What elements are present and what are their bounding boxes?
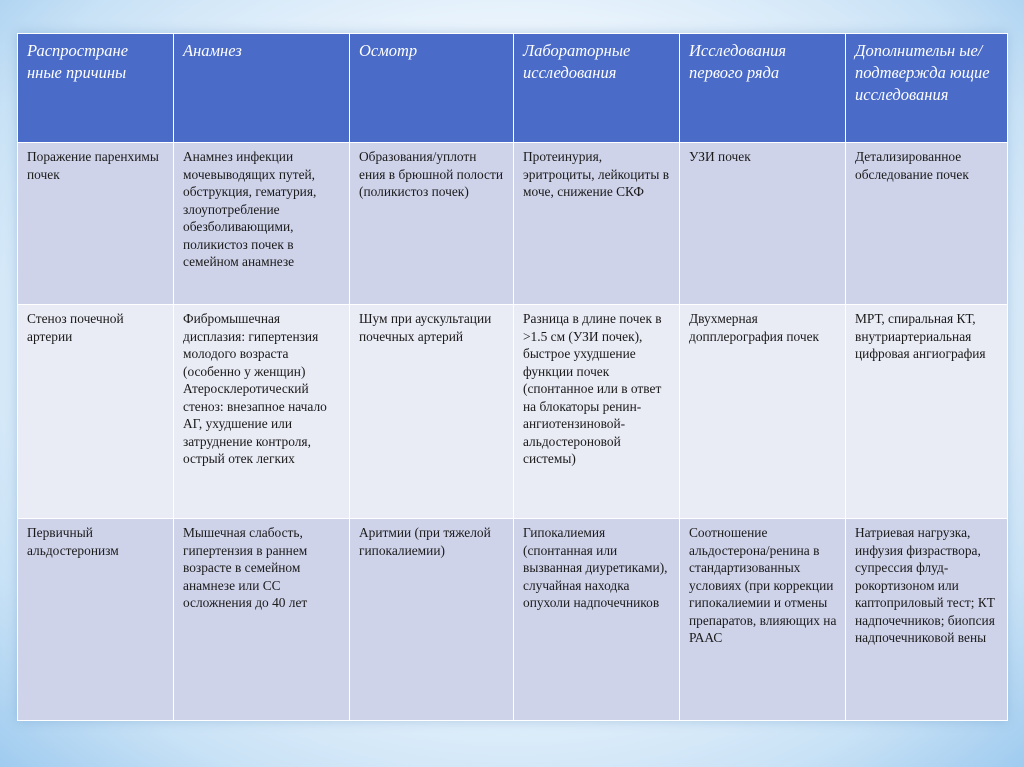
table-cell: Разница в длине почек в >1.5 см (УЗИ почек), быстрое ухудшение функции почек (спонтанное или в ответ на блокаторы ренин-ангиотензиновой-альдостероновой системы)	[514, 305, 680, 519]
table-cell: Натриевая нагрузка, инфузия физраствора, супрессия флуд-рокортизоном или каптоприловый тест; КТ надпочечников; биопсия надпочечниковой вены	[846, 519, 1008, 721]
header-causes: Распростране нные причины	[18, 34, 174, 143]
table-cell: Детализированное обследование почек	[846, 143, 1008, 305]
secondary-hypertension-causes-table	[17, 33, 1008, 721]
table-cell: Фибромышечная дисплазия: гипертензия молодого возраста (особенно у женщин) Атеросклеротический стеноз: внезапное начало АГ, ухудшение или затруднение контроля, острый отек легких	[174, 305, 350, 519]
header-examination: Осмотр	[350, 34, 514, 143]
table-row	[18, 305, 1008, 519]
table-cell: Протеинурия, эритроциты, лейкоциты в моче, снижение СКФ	[514, 143, 680, 305]
header-lab-tests: Лабораторные исследования	[514, 34, 680, 143]
table-cell: Двухмерная допплерография почек	[680, 305, 846, 519]
diagnostics-table-frame	[17, 33, 1007, 721]
header-first-line-tests: Исследования первого ряда	[680, 34, 846, 143]
table-cell: Стеноз почечной артерии	[18, 305, 174, 519]
table-cell: Мышечная слабость, гипертензия в раннем возрасте в семейном анамнезе или СС осложнения до 40 лет	[174, 519, 350, 721]
table-row	[18, 519, 1008, 721]
table-cell: УЗИ почек	[680, 143, 846, 305]
table-cell: Поражение паренхимы почек	[18, 143, 174, 305]
header-anamnesis: Анамнез	[174, 34, 350, 143]
table-cell: Образования/уплотн ения в брюшной полости (поликистоз почек)	[350, 143, 514, 305]
table-cell: Анамнез инфекции мочевыводящих путей, обструкция, гематурия, злоупотребление обезболивающими, поликистоз почек в семейном анамнезе	[174, 143, 350, 305]
header-confirmatory-tests: Дополнительн ые/подтвержда ющие исследования	[846, 34, 1008, 143]
table-cell: Гипокалиемия (спонтанная или вызванная диуретиками), случайная находка опухоли надпочечников	[514, 519, 680, 721]
table-cell: Шум при аускультации почечных артерий	[350, 305, 514, 519]
table-cell: Соотношение альдостерона/ренина в стандартизованных условиях (при коррекции гипокалиемии и отмены препаратов, влияющих на РААС	[680, 519, 846, 721]
table-cell: Первичный альдостеронизм	[18, 519, 174, 721]
table-cell: МРТ, спиральная КТ, внутриартериальная цифровая ангиография	[846, 305, 1008, 519]
table-row	[18, 143, 1008, 305]
table-cell: Аритмии (при тяжелой гипокалиемии)	[350, 519, 514, 721]
table-header-row	[18, 34, 1008, 143]
